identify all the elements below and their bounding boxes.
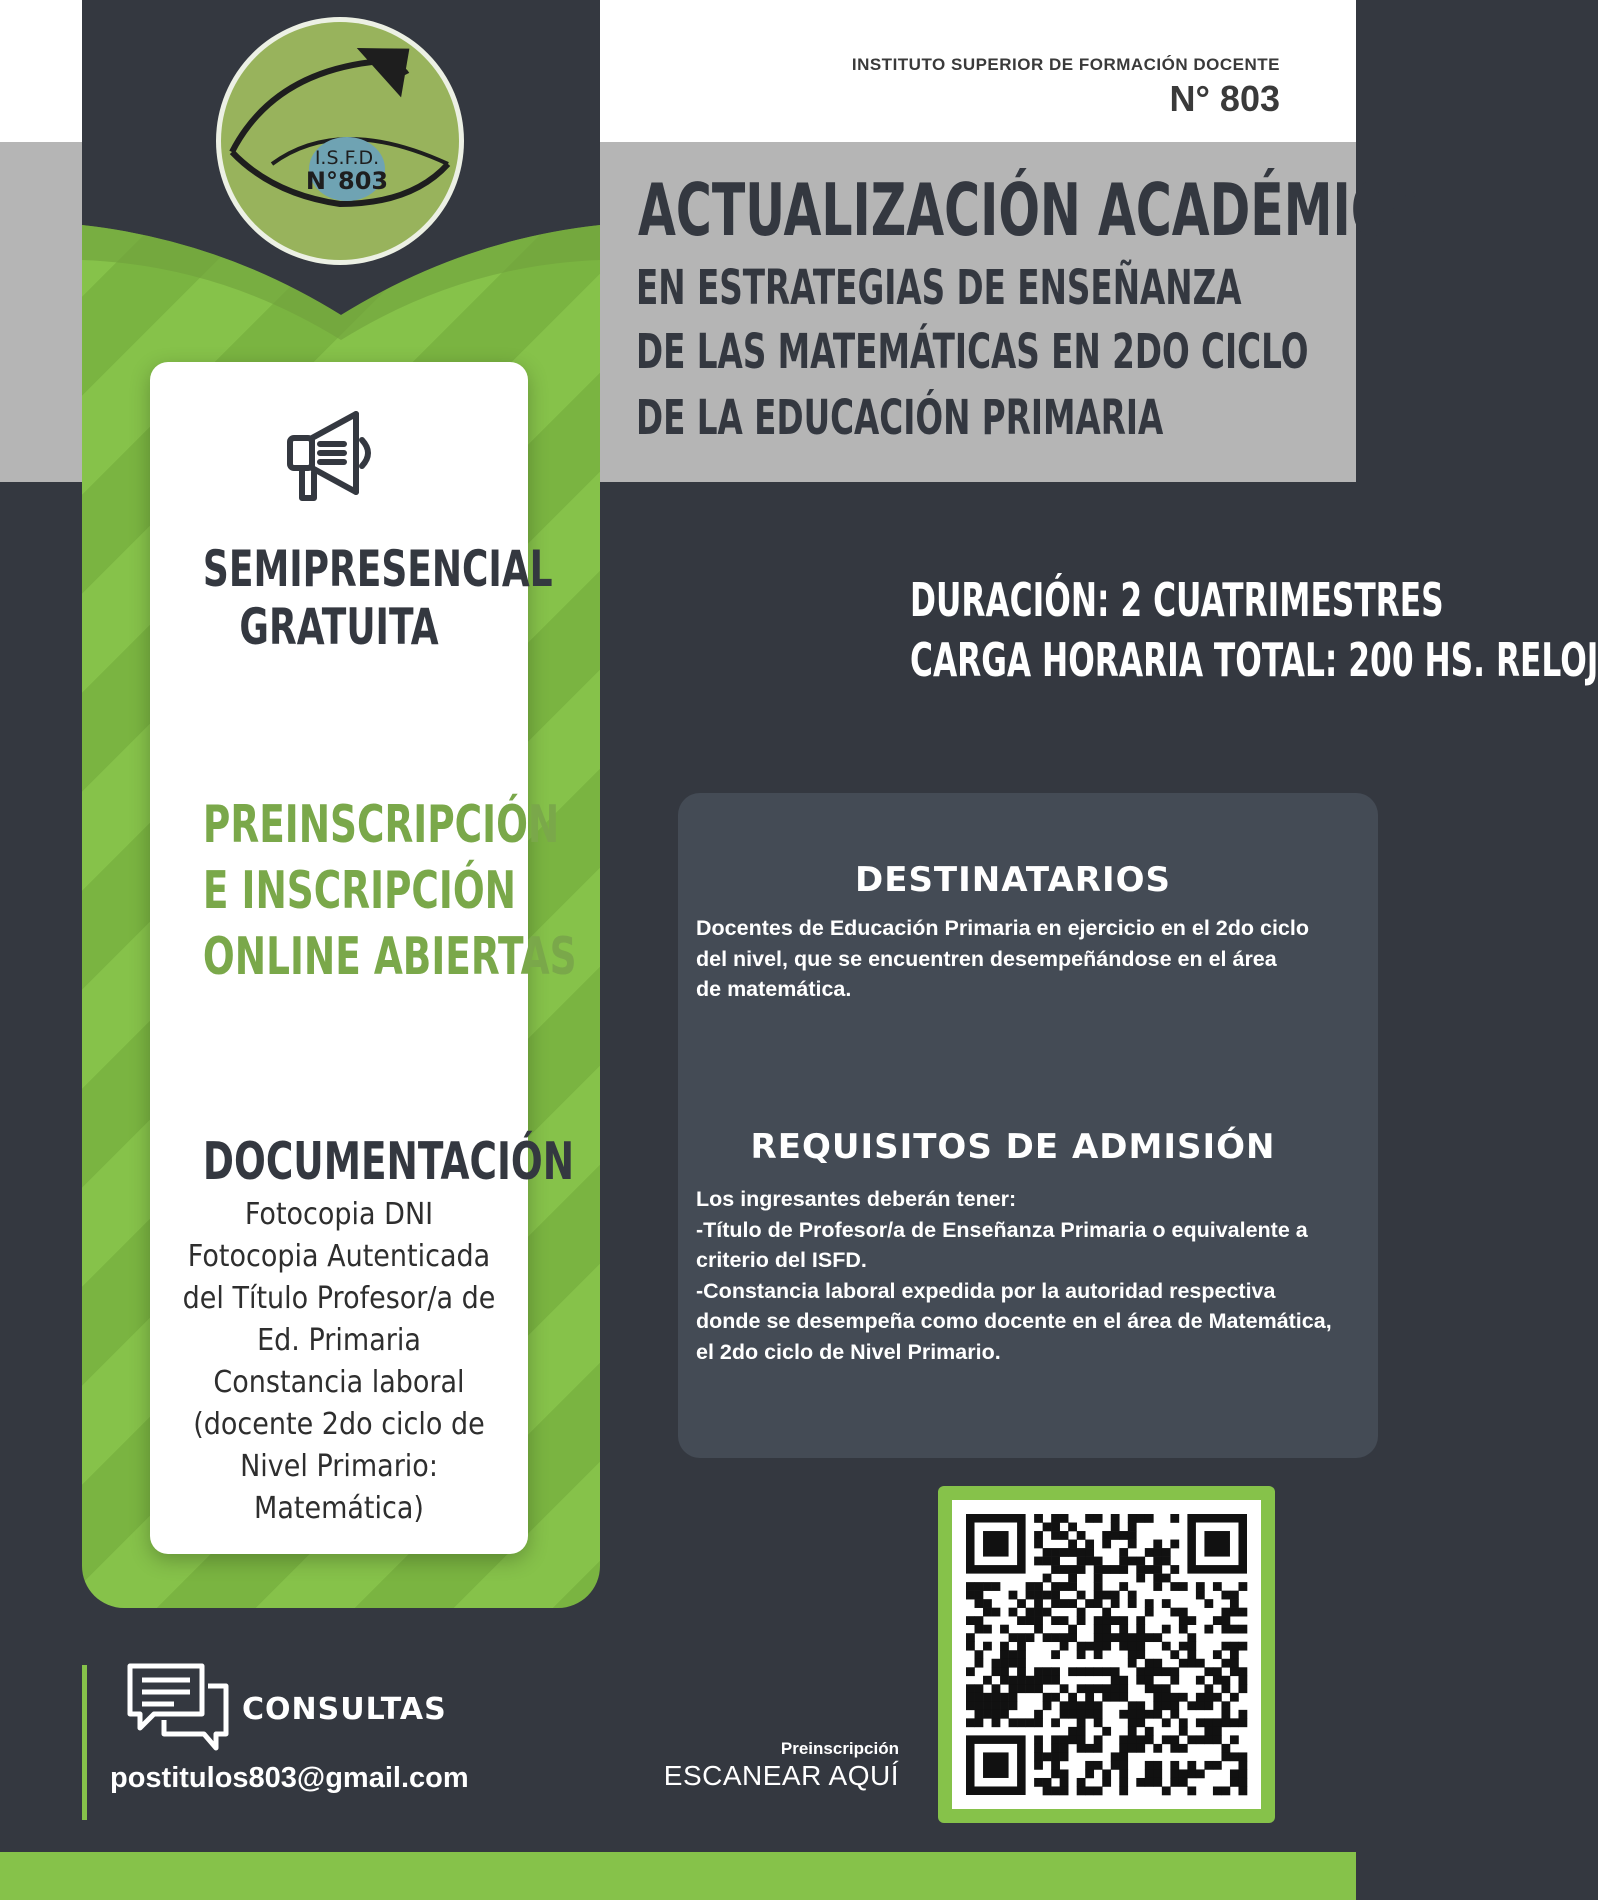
requisitos-title: REQUISITOS DE ADMISIÓN: [750, 1127, 1276, 1167]
duration-line: DURACIÓN: 2 CUATRIMESTRES: [910, 573, 1444, 627]
enroll-line-1: PREINSCRIPCIÓN: [202, 795, 560, 855]
subtitle-line-2: DE LAS MATEMÁTICAS EN 2DO CICLO: [636, 324, 1309, 380]
text-line: Los ingresantes deberán tener:: [696, 1187, 1017, 1211]
text-line: Docentes de Educación Primaria en ejercicio en el 2do ciclo: [696, 916, 1309, 940]
doc-line: (docente 2do ciclo de: [193, 1407, 485, 1442]
qr-caption: ESCANEAR AQUÍ: [663, 1760, 899, 1791]
title-band-left: [0, 142, 82, 482]
text-line: -Título de Profesor/a de Enseñanza Primaria o equivalente a: [696, 1217, 1308, 1242]
doc-line: Constancia laboral: [213, 1365, 465, 1400]
megaphone-icon: [284, 406, 394, 506]
chat-bubbles-icon: [124, 1660, 232, 1756]
subtitle-line-1: EN ESTRATEGIAS DE ENSEÑANZA: [636, 260, 1242, 316]
destinatarios-title: DESTINATARIOS: [855, 860, 1171, 900]
page-title: ACTUALIZACIÓN ACADÉMICA: [638, 168, 1425, 252]
consultas-label: CONSULTAS: [242, 1692, 447, 1727]
requisitos-text: [696, 1184, 1346, 1367]
text-line: criterio del ISFD.: [696, 1248, 867, 1272]
qr-caption-small: Preinscripción: [780, 1739, 899, 1758]
institute-name: INSTITUTO SUPERIOR DE FORMACIÓN DOCENTE: [851, 55, 1280, 74]
subtitle-line-3: DE LA EDUCACIÓN PRIMARIA: [636, 390, 1164, 446]
text-line: -Constancia laboral expedida por la autoridad respectiva: [696, 1278, 1276, 1303]
documentation-title: DOCUMENTACIÓN: [202, 1132, 575, 1192]
info-card: [150, 362, 577, 1554]
eye-arrow-logo: [212, 14, 468, 268]
text-line: el 2do ciclo de Nivel Primario.: [696, 1339, 1001, 1364]
hours-line: CARGA HORARIA TOTAL: 200 HS. RELOJ: [910, 633, 1598, 687]
text-line: donde se desempeña como docente en el área de Matemática,: [696, 1309, 1332, 1333]
destinatarios-text: [696, 913, 1346, 1005]
mode-block: [150, 540, 553, 656]
doc-line: Fotocopia Autenticada: [187, 1239, 491, 1274]
duration-block: [718, 570, 1598, 690]
text-line: del nivel, que se encuentren desempeñándose en el área: [696, 946, 1277, 971]
mode-line-2: GRATUITA: [239, 598, 439, 656]
doc-line: Matemática): [254, 1491, 424, 1526]
text-line: de matemática.: [696, 977, 852, 1001]
enroll-line-3: ONLINE ABIERTAS: [202, 927, 577, 987]
contact-email[interactable]: postitulos803@gmail.com: [110, 1762, 469, 1794]
documentation-list: [150, 1194, 528, 1530]
doc-line: del Título Profesor/a de: [182, 1281, 496, 1316]
mode-line-1: SEMIPRESENCIAL: [202, 540, 553, 598]
enrollment-block: [150, 792, 577, 990]
logo-text-2: N°803: [305, 167, 389, 195]
enroll-line-2: E INSCRIPCIÓN: [202, 861, 517, 921]
footer-bar: [0, 1852, 1356, 1900]
logo-text-1: I.S.F.D.: [314, 147, 380, 169]
doc-line: Ed. Primaria: [257, 1323, 421, 1358]
doc-line: Fotocopia DNI: [244, 1197, 434, 1232]
contact-accent-bar: [82, 1665, 87, 1820]
institute-number: N° 803: [1169, 78, 1280, 119]
doc-line: Nivel Primario:: [240, 1449, 438, 1484]
qr-code[interactable]: [966, 1514, 1247, 1795]
